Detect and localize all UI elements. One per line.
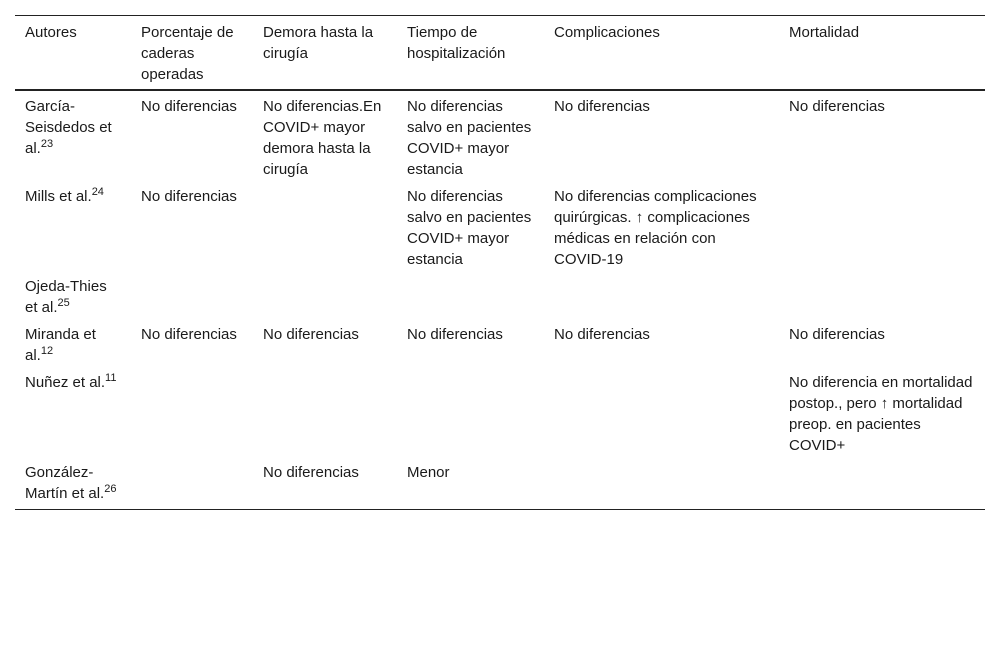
table-cell: No diferencia en mortalidad postop., pero ↑ mortalidad preop. en pacientes COVID+ [789, 374, 973, 454]
table-cell: No diferencias salvo en pacientes COVID+ mayor estancia [407, 98, 532, 178]
table-cell [779, 181, 985, 271]
reference-number: 25 [57, 297, 70, 309]
results-table [15, 15, 985, 510]
table-cell [544, 457, 779, 510]
table-cell: No diferencias complicaciones quirúrgicas. ↑ complicaciones médicas en relación con COVID-19 [554, 188, 757, 268]
author-name: González-Martín et al. [25, 464, 105, 502]
header-porcentaje: Porcentaje de caderas operadas [141, 24, 234, 83]
author-name: Nuñez et al. [25, 374, 106, 391]
table-cell: No diferencias [554, 326, 650, 343]
header-mortalidad: Mortalidad [789, 24, 860, 41]
author-cell [15, 367, 131, 457]
author-name: Miranda et al. [25, 326, 96, 364]
reference-number: 26 [104, 483, 117, 495]
table-row [15, 319, 985, 367]
table-cell [131, 457, 253, 510]
author-cell [15, 181, 131, 271]
table-cell: Menor [407, 464, 450, 481]
table-cell [253, 367, 397, 457]
author-cell [15, 271, 131, 319]
header-autores: Autores [25, 24, 77, 41]
table-cell [397, 271, 544, 319]
table-row [15, 271, 985, 319]
header-row [15, 16, 985, 91]
header-tiempo: Tiempo de hospitalización [407, 24, 506, 62]
table-cell: No diferencias [263, 464, 359, 481]
table-row [15, 367, 985, 457]
reference-number: 24 [91, 186, 104, 198]
author-name: Mills et al. [25, 188, 92, 205]
table-cell [253, 271, 397, 319]
table-cell [779, 271, 985, 319]
table-cell [131, 271, 253, 319]
author-name: García-Seisdedos et al. [25, 98, 112, 157]
author-name: Ojeda-Thies et al. [25, 278, 107, 316]
table-cell: No diferencias [141, 326, 237, 343]
table-cell: No diferencias [263, 326, 359, 343]
reference-number: 12 [40, 345, 54, 357]
reference-number: 11 [105, 372, 117, 384]
table-cell: No diferencias [554, 98, 650, 115]
author-cell [15, 457, 131, 510]
table-cell [397, 367, 544, 457]
table-cell [544, 367, 779, 457]
table-cell [131, 367, 253, 457]
author-cell [15, 319, 131, 367]
header-demora: Demora hasta la cirugía [263, 24, 374, 62]
table-container [15, 15, 985, 510]
reference-number: 23 [40, 138, 54, 150]
table-row [15, 90, 985, 181]
table-cell [544, 271, 779, 319]
table-cell: No diferencias.En COVID+ mayor demora hasta la cirugía [263, 98, 382, 178]
table-row [15, 457, 985, 510]
table-cell: No diferencias salvo en pacientes COVID+ mayor estancia [407, 188, 532, 268]
table-cell [253, 181, 397, 271]
header-complicaciones: Complicaciones [554, 24, 660, 41]
table-cell [779, 457, 985, 510]
table-cell: No diferencias [141, 188, 237, 205]
table-cell: No diferencias [407, 326, 503, 343]
author-cell [15, 90, 131, 181]
table-cell: No diferencias [789, 98, 885, 115]
table-cell: No diferencias [141, 98, 237, 115]
table-row [15, 181, 985, 271]
table-cell: No diferencias [789, 326, 885, 343]
